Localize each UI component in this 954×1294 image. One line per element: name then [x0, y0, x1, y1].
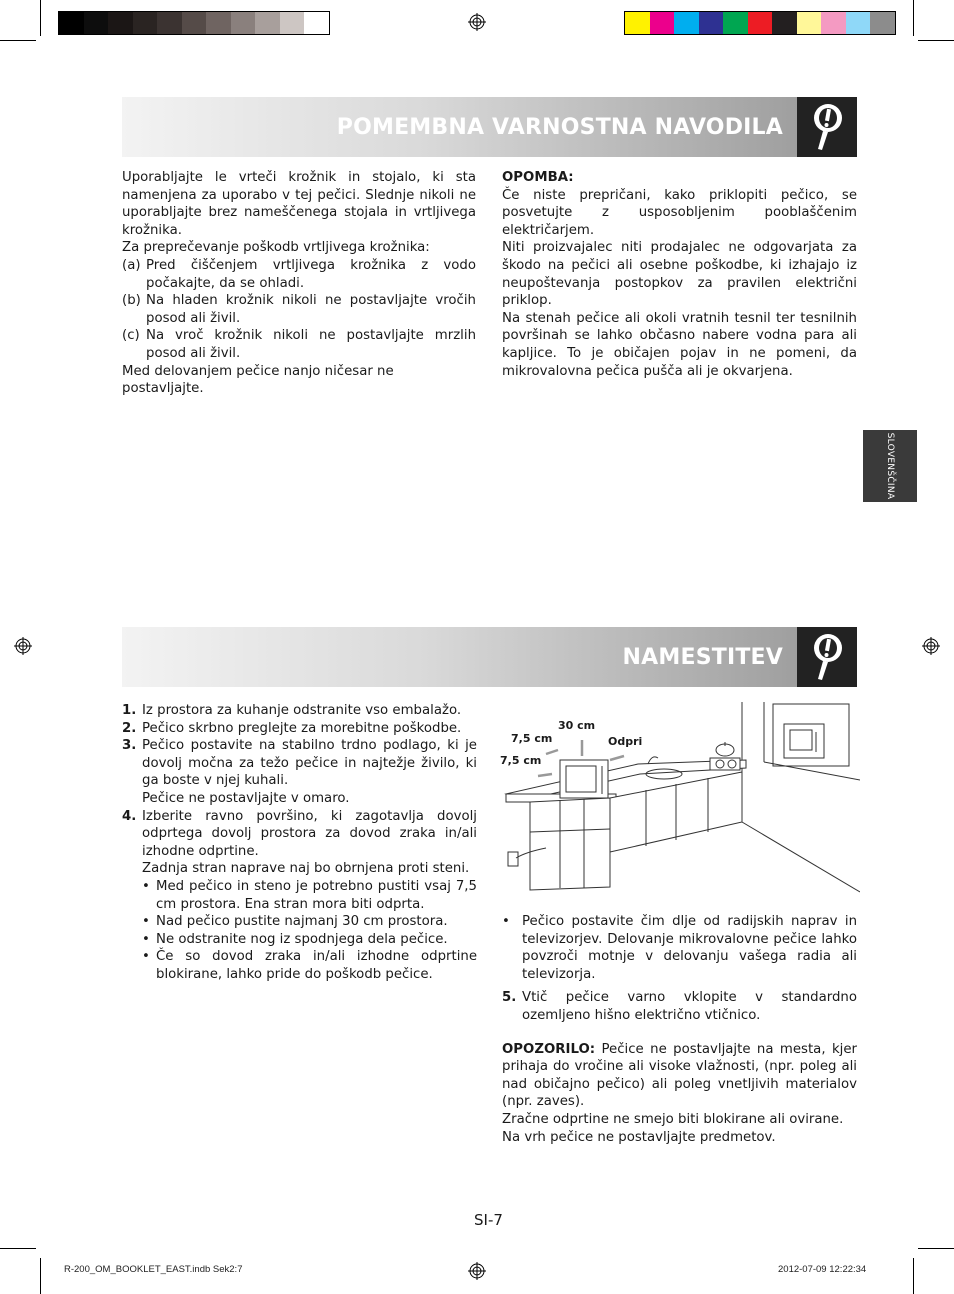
bullet-item: • Pečico postavite čim dlje od radijskih naprav in televizorjev. Delovanje mikrovalovne pečice lahko povzroči motnje v delovanju vašega radia ali televizorja.: [502, 914, 857, 982]
step-item: 5. Vtič pečice varno vklopite v standardno ozemljeno hišno električno vtičnico.: [502, 990, 857, 1023]
diagram-label-side: 7,5 cm: [500, 754, 542, 767]
warning-exclamation-icon: [797, 627, 857, 687]
bullet-item: • Ne odstranite nog iz spodnjega dela pečice.: [142, 931, 448, 947]
crop-mark: [913, 1258, 914, 1294]
grayscale-color-bar: [58, 11, 330, 35]
color-swatch: [625, 12, 650, 34]
registration-mark-icon: [468, 13, 486, 31]
safety-left-column: [122, 169, 476, 398]
step-item: 1. Iz prostora za kuhanje odstranite vso embalažo.: [122, 703, 462, 718]
color-swatch: [304, 12, 329, 34]
warning-exclamation-icon: [797, 97, 857, 157]
list-item: (c) Na vroč krožnik nikoli ne postavljajte mrzlih posod ali živil.: [122, 328, 476, 361]
paragraph: Niti proizvajalec niti prodajalec ne odgovarjata za škodo na pečici ali osebne poškodbe, ki izhajajo iz neupoštevanja postopkov za pravilen električni priklop.: [502, 240, 857, 309]
language-tab: SLOVENŠČINA: [863, 430, 917, 502]
footer-timestamp: 2012-07-09 12:22:34: [778, 1264, 867, 1275]
color-swatch: [206, 12, 231, 34]
step-item: 3. Pečico postavite na stabilno trdno podlago, ki je dovolj močna za težo pečice in najtežje živilo, ki ga boste v njej kuhali.: [122, 738, 477, 789]
color-swatch: [182, 12, 207, 34]
crop-mark: [918, 1248, 954, 1249]
crop-mark: [40, 1258, 41, 1294]
registration-mark-icon: [14, 637, 32, 655]
section-title: POMEMBNA VARNOSTNA NAVODILA: [336, 114, 783, 140]
paragraph: Med delovanjem pečice nanjo ničesar ne postavljajte.: [122, 363, 394, 397]
color-swatch: [59, 12, 84, 34]
diagram-label-back: 7,5 cm: [511, 732, 553, 745]
color-swatch: [821, 12, 846, 34]
section-title: NAMESTITEV: [622, 644, 783, 670]
color-swatch: [280, 12, 305, 34]
crop-mark: [913, 0, 914, 36]
color-swatch: [723, 12, 748, 34]
paragraph: Uporabljajte le vrteči krožnik in stojalo, ki sta namenjena za uporabo v tej pečici. Slednje nikoli ne uporabljajte brez nameščenega stojala in vrtljivega krožnika.: [122, 170, 476, 238]
color-swatch: [157, 12, 182, 34]
color-swatch: [255, 12, 280, 34]
note-heading: OPOMBA:: [502, 170, 574, 185]
color-swatch: [748, 12, 773, 34]
safety-right-column: [502, 169, 857, 380]
color-swatch: [870, 12, 895, 34]
footer-file-info: R-200_OM_BOOKLET_EAST.indb Sek2:7: [64, 1264, 243, 1275]
paragraph: Če niste prepričani, kako priklopiti pečico, se posvetujte z usposobljenim pooblaščenim električarjem.: [502, 187, 857, 238]
list-item: (b) Na hladen krožnik nikoli ne postavljajte vročih posod ali živil.: [122, 293, 476, 326]
bullet-item: • Če so dovod zraka in/ali izhodne odprtine blokirane, lahko pride do poškodb pečice.: [142, 949, 477, 982]
page-number: SI-7: [474, 1211, 503, 1229]
bullet-item: • Nad pečico pustite najmanj 30 cm prostora.: [142, 914, 448, 930]
step-item: 4. Izberite ravno površino, ki zagotavlja dovolj odprtega dovolj prostora za dovod zraka in/ali izhodne odprtine.: [122, 808, 477, 859]
installation-left-column: [122, 702, 477, 984]
paragraph: Na stenah pečice ali okoli vratnih tesnil ter tesnilnih površinah se lahko občasno nabere vodna para ali kapljice. To je običajen pojav in ne pomeni, da mikrovalovna pečica pušča ali je okvarjena.: [502, 310, 857, 379]
color-swatch: [133, 12, 158, 34]
color-swatch: [108, 12, 133, 34]
warning-paragraph: OPOZORILO: Pečice ne postavljajte na mesta, kjer prihaja do vročine ali visoke vlažnosti, (npr. poleg ali nad običajno pečico) ali poleg vnetljivih materialov (npr. zaves).: [502, 1041, 857, 1110]
crop-mark: [0, 1248, 36, 1249]
registration-mark-icon: [468, 1262, 486, 1280]
diagram-label-open: Odpri: [608, 735, 643, 748]
color-swatch: [84, 12, 109, 34]
diagram-label-top: 30 cm: [558, 719, 596, 732]
step-note: Pečice ne postavljajte v omaro.: [142, 790, 350, 806]
color-swatch: [231, 12, 256, 34]
crop-mark: [918, 40, 954, 41]
color-swatch: [650, 12, 675, 34]
registration-mark-icon: [922, 637, 940, 655]
paragraph: Zračne odprtine ne smejo biti blokirane ali ovirane.: [502, 1111, 844, 1127]
installation-right-column: [502, 913, 857, 1146]
paragraph: Za preprečevanje poškodb vrtljivega krožnika:: [122, 240, 430, 256]
section-header-safety: [122, 97, 857, 157]
color-swatch: [674, 12, 699, 34]
step-note: Zadnja stran naprave naj bo obrnjena proti steni.: [142, 861, 470, 877]
list-item: (a) Pred čiščenjem vrtljivega krožnika z vodo počakajte, da se ohladi.: [122, 257, 476, 291]
crop-mark: [40, 0, 41, 36]
section-header-installation: [122, 627, 857, 687]
color-swatch: [846, 12, 871, 34]
step-item: 2. Pečico skrbno preglejte za morebitne poškodbe.: [122, 720, 462, 736]
cmyk-color-bar: [624, 11, 896, 35]
paragraph: Na vrh pečice ne postavljajte predmetov.: [502, 1129, 776, 1145]
bullet-item: • Med pečico in steno je potrebno pustiti vsaj 7,5 cm prostora. Ena stran mora biti odprta.: [142, 878, 477, 912]
color-swatch: [797, 12, 822, 34]
crop-mark: [0, 40, 36, 41]
color-swatch: [772, 12, 797, 34]
color-swatch: [699, 12, 724, 34]
